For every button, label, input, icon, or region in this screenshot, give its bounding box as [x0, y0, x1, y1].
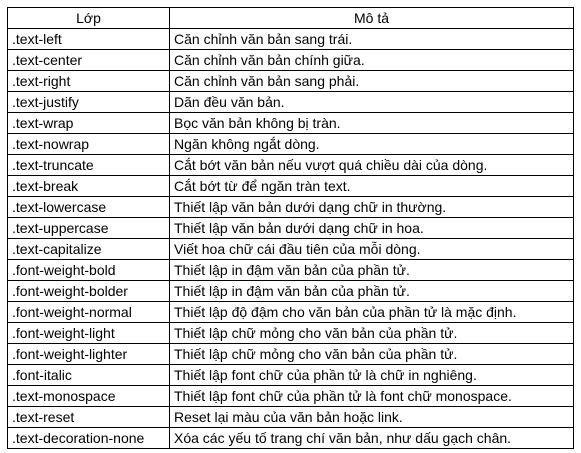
class-cell: .text-wrap — [8, 113, 170, 134]
class-cell: .text-lowercase — [8, 197, 170, 218]
class-cell: .text-break — [8, 176, 170, 197]
table-row — [8, 50, 574, 71]
description-cell: Dãn đều văn bản. — [170, 92, 574, 113]
css-classes-table — [7, 7, 574, 449]
column-header-description: Mô tả — [170, 8, 574, 29]
table-row — [8, 92, 574, 113]
class-cell: .font-italic — [8, 365, 170, 386]
description-cell: Thiết lập in đậm văn bản của phần tử. — [170, 260, 574, 281]
table-row — [8, 155, 574, 176]
description-cell: Thiết lập văn bản dưới dạng chữ in hoa. — [170, 218, 574, 239]
table-row — [8, 281, 574, 302]
class-cell: .font-weight-lighter — [8, 344, 170, 365]
class-cell: .font-weight-light — [8, 323, 170, 344]
table-row — [8, 71, 574, 92]
css-classes-table-container — [7, 7, 573, 449]
table-row — [8, 428, 574, 449]
class-cell: .text-monospace — [8, 386, 170, 407]
class-cell: .text-capitalize — [8, 239, 170, 260]
table-row — [8, 365, 574, 386]
class-cell: .text-center — [8, 50, 170, 71]
description-cell: Thiết lập font chữ của phần tử là font chữ monospace. — [170, 386, 574, 407]
description-cell: Bọc văn bản không bị tràn. — [170, 113, 574, 134]
table-row — [8, 176, 574, 197]
table-header-row — [8, 8, 574, 29]
description-cell: Căn chỉnh văn bản sang phải. — [170, 71, 574, 92]
table-row — [8, 323, 574, 344]
description-cell: Thiết lập chữ mỏng cho văn bản của phần tử. — [170, 344, 574, 365]
description-cell: Ngăn không ngắt dòng. — [170, 134, 574, 155]
table-row — [8, 197, 574, 218]
class-cell: .text-left — [8, 29, 170, 50]
class-cell: .font-weight-bold — [8, 260, 170, 281]
description-cell: Căn chỉnh văn bản chính giữa. — [170, 50, 574, 71]
description-cell: Reset lại màu của văn bản hoặc link. — [170, 407, 574, 428]
description-cell: Căn chỉnh văn bản sang trái. — [170, 29, 574, 50]
description-cell: Thiết lập văn bản dưới dạng chữ in thường. — [170, 197, 574, 218]
table-row — [8, 218, 574, 239]
description-cell: Thiết lập in đậm văn bản của phần tử. — [170, 281, 574, 302]
description-cell: Cắt bớt từ để ngăn tràn text. — [170, 176, 574, 197]
class-cell: .text-nowrap — [8, 134, 170, 155]
table-row — [8, 344, 574, 365]
description-cell: Xóa các yếu tố trang chí văn bản, như dấu gạch chân. — [170, 428, 574, 449]
class-cell: .text-right — [8, 71, 170, 92]
table-row — [8, 260, 574, 281]
class-cell: .text-decoration-none — [8, 428, 170, 449]
description-cell: Viết hoa chữ cái đầu tiên của mỗi dòng. — [170, 239, 574, 260]
class-cell: .text-reset — [8, 407, 170, 428]
table-row — [8, 29, 574, 50]
description-cell: Thiết lập chữ mỏng cho văn bản của phần tử. — [170, 323, 574, 344]
description-cell: Thiết lập độ đậm cho văn bản của phần tử là mặc định. — [170, 302, 574, 323]
table-row — [8, 134, 574, 155]
table-row — [8, 113, 574, 134]
class-cell: .font-weight-bolder — [8, 281, 170, 302]
table-row — [8, 302, 574, 323]
table-row — [8, 239, 574, 260]
class-cell: .font-weight-normal — [8, 302, 170, 323]
column-header-class: Lớp — [8, 8, 170, 29]
class-cell: .text-truncate — [8, 155, 170, 176]
description-cell: Cắt bớt văn bản nếu vượt quá chiều dài của dòng. — [170, 155, 574, 176]
class-cell: .text-uppercase — [8, 218, 170, 239]
description-cell: Thiết lập font chữ của phần tử là chữ in nghiêng. — [170, 365, 574, 386]
table-row — [8, 386, 574, 407]
class-cell: .text-justify — [8, 92, 170, 113]
table-row — [8, 407, 574, 428]
